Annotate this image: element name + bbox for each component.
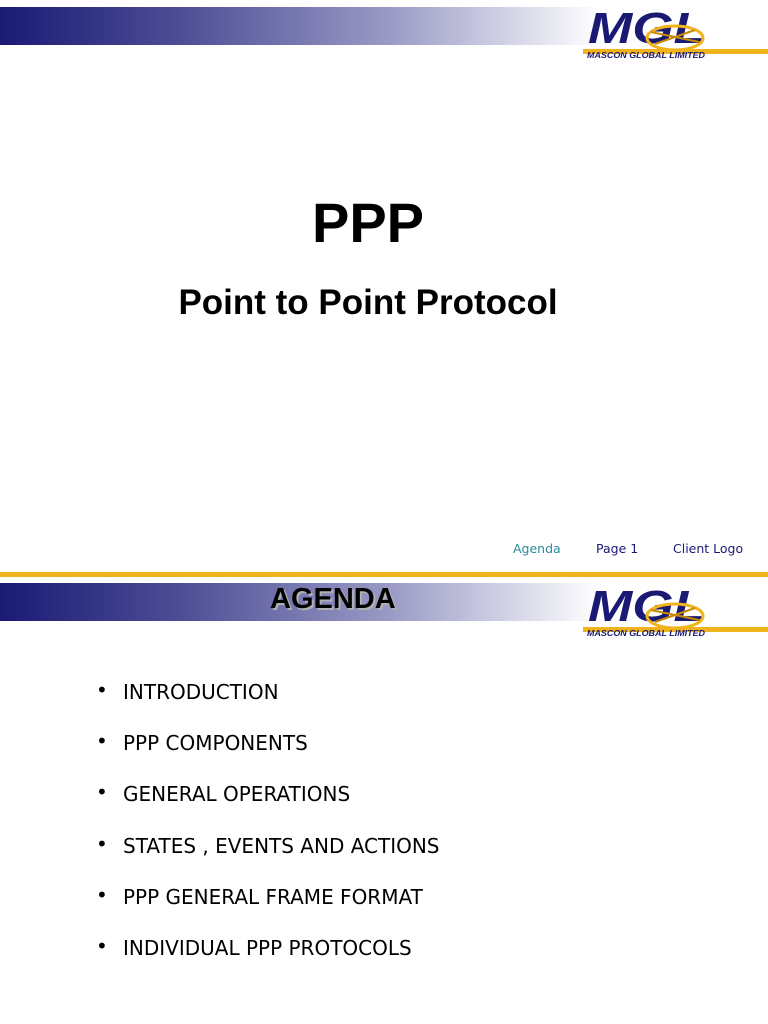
bullet-icon: • bbox=[96, 933, 108, 958]
agenda-title: AGENDA bbox=[270, 583, 396, 615]
list-item: • GENERAL OPERATIONS bbox=[96, 780, 351, 807]
bullet-icon: • bbox=[96, 729, 108, 754]
list-item: • STATES , EVENTS AND ACTIONS bbox=[96, 831, 440, 858]
svg-text:MGL: MGL bbox=[588, 4, 706, 53]
list-item: • PPP GENERAL FRAME FORMAT bbox=[96, 882, 423, 909]
slide-title: PPP bbox=[311, 191, 425, 254]
slide-divider bbox=[0, 572, 768, 577]
agenda-list bbox=[96, 680, 440, 987]
list-item: • PPP COMPONENTS bbox=[96, 729, 308, 756]
footer-client-logo: Client Logo bbox=[673, 541, 744, 556]
list-item: • INDIVIDUAL PPP PROTOCOLS bbox=[96, 933, 412, 960]
slide-subtitle: Point to Point Protocol bbox=[178, 283, 558, 322]
bullet-icon: • bbox=[96, 678, 108, 702]
bullet-icon: • bbox=[96, 882, 108, 907]
mgl-logo-icon bbox=[583, 580, 768, 638]
bullet-icon: • bbox=[96, 831, 108, 856]
bullet-icon: • bbox=[96, 780, 108, 805]
agenda-slide bbox=[0, 572, 768, 1024]
svg-text:MGL: MGL bbox=[588, 582, 706, 631]
svg-text:MASCON GLOBAL LIMITED: MASCON GLOBAL LIMITED bbox=[587, 628, 705, 638]
list-item: • INTRODUCTION bbox=[96, 678, 279, 704]
mgl-logo-icon bbox=[583, 2, 768, 60]
footer-page-number: Page 1 bbox=[596, 541, 639, 556]
svg-text:MASCON GLOBAL LIMITED: MASCON GLOBAL LIMITED bbox=[587, 50, 705, 60]
footer-agenda-link[interactable]: Agenda bbox=[513, 541, 561, 556]
header-banner bbox=[0, 7, 600, 45]
